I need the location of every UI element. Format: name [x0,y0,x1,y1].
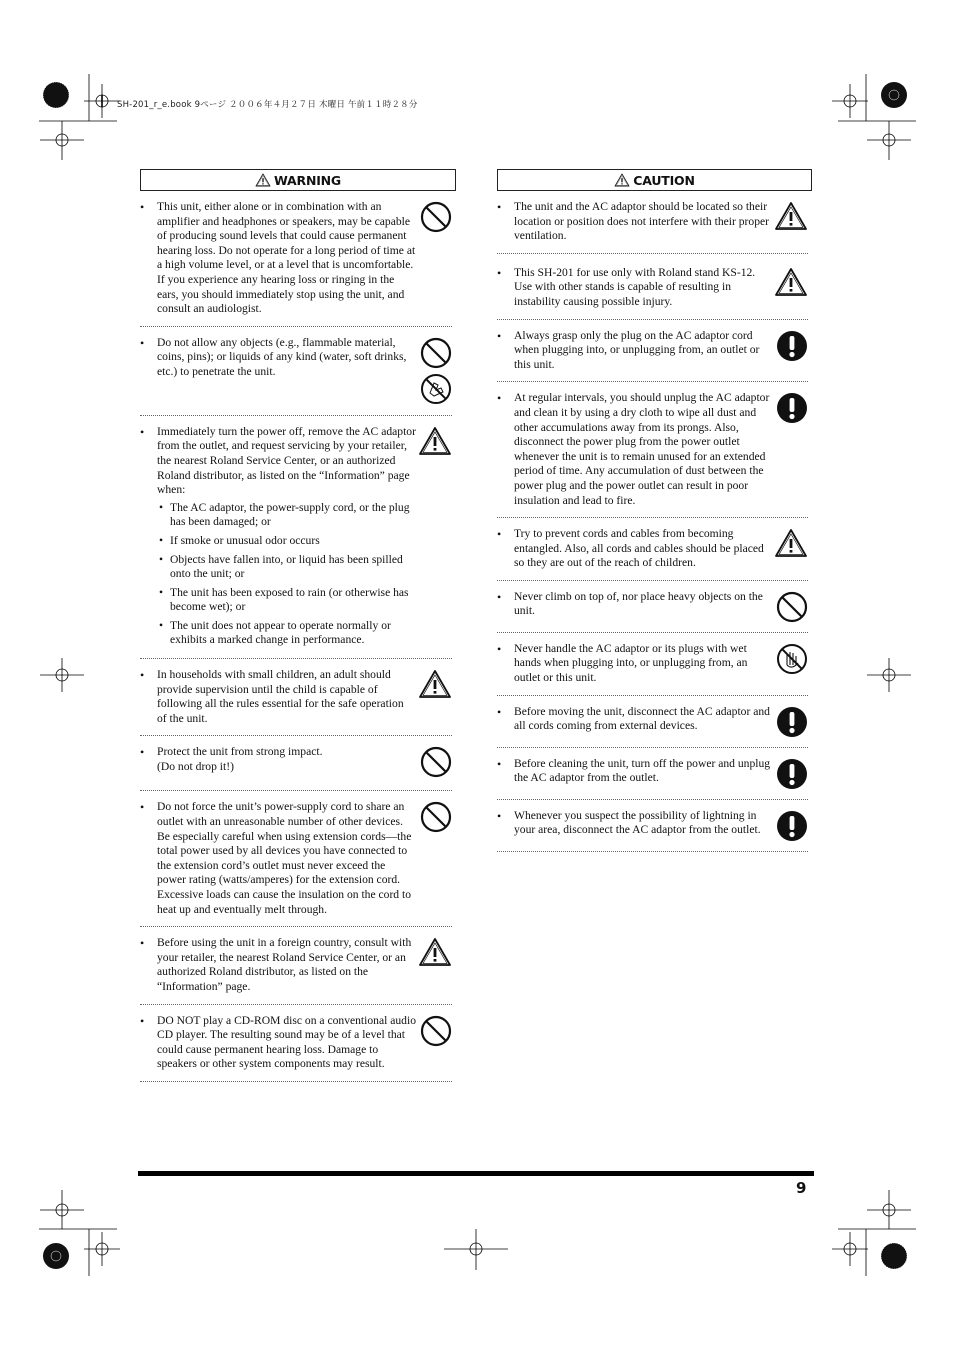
sublist-item: • Objects have fallen into, or liquid has been spilled onto the unit; or [157,553,416,582]
warning-item: • This unit, either alone or in combination with an amplifier and headphones or speakers, may be capable of producing sound levels that could cause permanent hearing loss. Do not operate for a long period of time at a high volume level, or at a level that is uncomfortable. If you experience any hearing loss or ringing in the ears, you should immediately stop using the unit, and consult an audiologist. [140,200,452,327]
warning-item: • Before using the unit in a foreign country, consult with your retailer, the nearest Roland Service Center, or an authorized Roland distributor, as listed on the “Information” page. [140,936,452,1004]
warning-item: • Do not allow any objects (e.g., flammable material, coins, pins); or liquids of any kind (water, soft drinks, etc.) to penetrate the unit. [140,336,452,416]
footer-rule [138,1171,814,1176]
caution-title: CAUTION [633,172,695,188]
caution-item-text: Always grasp only the plug on the AC adaptor cord when plugging into, or unplugging from, an outlet or this unit. [514,328,760,371]
no-wet-hands-icon [776,643,808,675]
warning-item-text: This unit, either alone or in combination with an amplifier and headphones or speakers, may be capable of producing sound levels that could cause permanent hearing loss. Do not operate for a long period of time at a high volume level, or at a level that is uncomfortable. If you experience any hearing loss or ringing in the ears, you should immediately stop using the unit, and consult an audiologist. [157,200,416,316]
caution-item-text: Try to prevent cords and cables from becoming entangled. Also, all cords and cables should be placed so they are out of the reach of children. [514,527,764,570]
warning-header [140,169,456,191]
caution-triangle-icon [774,267,808,297]
prohibited-icon [420,201,452,233]
warning-title: WARNING [274,172,341,188]
warning-item-text: Before using the unit in a foreign country, consult with your retailer, the nearest Roland Service Center, or an authorized Roland distributor, as listed on the “Information” page. [157,936,412,993]
caution-triangle-icon [614,173,630,187]
caution-item-text: Before moving the unit, disconnect the AC adaptor and all cords coming from external devices. [514,704,770,733]
caution-item-text: Never handle the AC adaptor or its plugs with wet hands when plugging into, or unplugging from, an outlet or this unit. [514,641,748,685]
page-number: 9 [796,1179,807,1197]
caution-triangle-icon [418,669,452,699]
caution-item: • Never handle the AC adaptor or its plugs with wet hands when plugging into, or unplugging from, an outlet or this unit. [497,642,808,696]
caution-item: • Whenever you suspect the possibility of lightning in your area, disconnect the AC adaptor from the outlet. [497,809,808,852]
mandatory-exclamation-icon [776,706,808,738]
caution-item: • Try to prevent cords and cables from becoming entangled. Also, all cords and cables should be placed so they are out of the reach of children. [497,527,808,581]
caution-triangle-icon [418,937,452,967]
warning-item-text: Do not force the unit’s power-supply cord to share an outlet with an unreasonable number of other devices. Be especially careful when using extension cords—the total power used by all devices you have connected to the extension cord’s outlet must never exceed the power rating (watts/amperes) for the extension cord. Excessive loads can cause the insulation on the cord to heat up and eventually melt through. [157,800,412,916]
warning-item: • Do not force the unit’s power-supply cord to share an outlet with an unreasonable number of other devices. Be especially careful when using extension cords—the total power used by all devices you have connected to the extension cord’s outlet must never exceed the power rating (watts/amperes) for the extension cord. Excessive loads can cause the insulation on the cord to heat up and eventually melt through. [140,800,452,927]
warning-item: • Protect the unit from strong impact. (Do not drop it!) [140,745,452,791]
warning-column [140,169,456,1082]
caution-item-text: This SH-201 for use only with Roland stand KS-12. Use with other stands is capable of resulting in instability causing possible injury. [514,265,756,308]
warning-sublist [157,501,416,648]
warning-item-lead: Immediately turn the power off, remove the AC adaptor from the outlet, and request servicing by your retailer, the nearest Roland Service Center, or an authorized Roland distributor, as listed on the “Information” page when: [157,424,416,497]
prohibited-icon [776,591,808,623]
warning-triangle-icon [255,173,271,187]
caution-triangle-icon [774,528,808,558]
sublist-item: • The unit has been exposed to rain (or otherwise has become wet); or [157,586,416,615]
prohibited-icon [420,801,452,833]
mandatory-exclamation-icon [776,392,808,424]
caution-item-text: At regular intervals, you should unplug the AC adaptor and clean it by using a dry cloth to wipe all dust and other accumulations away from its prongs. Also, disconnect the power plug from the power outlet whenever the unit is to remain unused for an extended period of time. Any accumulation of dust between the power plug and the power outlet can result in poor insulation and lead to fire. [514,391,770,507]
caution-header [497,169,812,191]
warning-item-line: Protect the unit from strong impact. [157,745,323,759]
caution-triangle-icon [774,201,808,231]
caution-item: • This SH-201 for use only with Roland stand KS-12. Use with other stands is capable of resulting in instability causing possible injury. [497,266,808,320]
warning-item-line: (Do not drop it!) [157,760,234,774]
sublist-item: • The unit does not appear to operate normally or exhibits a marked change in performance. [157,619,416,648]
print-header: SH-201_r_e.book 9ページ ２００６年４月２７日 木曜日 午前１１時２８分 [117,100,418,110]
caution-item: • At regular intervals, you should unplug the AC adaptor and clean it by using a dry cloth to wipe all dust and other accumulations away from its prongs. Also, disconnect the power plug from the power outlet whenever the unit is to remain unused for an extended period of time. Any accumulation of dust between the power plug and the power outlet can result in poor insulation and lead to fire. [497,391,808,518]
warning-item-text [157,425,416,652]
warning-item-text: Do not allow any objects (e.g., flammable material, coins, pins); or liquids of any kind (water, soft drinks, etc.) to penetrate the unit. [157,335,407,378]
prohibited-icon [420,1015,452,1047]
warning-item: • Immediately turn the power off, remove the AC adaptor from the outlet, and request servicing by your retailer, the nearest Roland Service Center, or an authorized Roland distributor, as listed on the “Information” page when: • The AC adaptor, the power-supply cord, or the plug has been damaged; or • If smoke or unusual odor occurs • Objects have fallen into, or liquid has been spilled onto the unit; or • The unit has been exposed to rain (or otherwise has become wet); or • The unit does not appear to operate normally or exhibits a marked change in performance. [140,425,452,659]
no-disassemble-icon [420,373,452,405]
warning-item-text: DO NOT play a CD-ROM disc on a conventional audio CD player. The resulting sound may be of a level that could cause permanent hearing loss. Damage to speakers or other system components may result. [157,1013,416,1071]
mandatory-exclamation-icon [776,758,808,790]
caution-item: • Always grasp only the plug on the AC adaptor cord when plugging into, or unplugging from, an outlet or this unit. [497,329,808,383]
caution-item-text: Before cleaning the unit, turn off the power and unplug the AC adaptor from the outlet. [514,756,771,785]
caution-item: • Never climb on top of, nor place heavy objects on the unit. [497,590,808,633]
caution-column [497,169,812,852]
caution-item: • Before moving the unit, disconnect the AC adaptor and all cords coming from external devices. [497,705,808,748]
caution-item: • The unit and the AC adaptor should be located so their location or position does not interfere with their proper ventilation. [497,200,808,254]
prohibited-icon [420,337,452,369]
prohibited-icon [420,746,452,778]
caution-item-text: Never climb on top of, nor place heavy objects on the unit. [514,589,763,618]
warning-item-text [157,745,416,778]
caution-item-text: The unit and the AC adaptor should be located so their location or position does not interfere with their proper ventilation. [514,200,769,243]
mandatory-exclamation-icon [776,810,808,842]
warning-item: • DO NOT play a CD-ROM disc on a conventional audio CD player. The resulting sound may be of a level that could cause permanent hearing loss. Damage to speakers or other system components may result. [140,1014,452,1082]
sublist-item: • If smoke or unusual odor occurs [157,534,416,549]
mandatory-exclamation-icon [776,330,808,362]
caution-triangle-icon [418,426,452,456]
caution-item-text: Whenever you suspect the possibility of lightning in your area, disconnect the AC adaptor from the outlet. [514,808,761,837]
warning-item: • In households with small children, an adult should provide supervision until the child is capable of following all the rules essential for the safe operation of the unit. [140,668,452,736]
caution-item: • Before cleaning the unit, turn off the power and unplug the AC adaptor from the outlet. [497,757,808,800]
sublist-item: • The AC adaptor, the power-supply cord, or the plug has been damaged; or [157,501,416,530]
warning-item-text: In households with small children, an adult should provide supervision until the child is capable of following all the rules essential for the safe operation of the unit. [157,668,404,725]
